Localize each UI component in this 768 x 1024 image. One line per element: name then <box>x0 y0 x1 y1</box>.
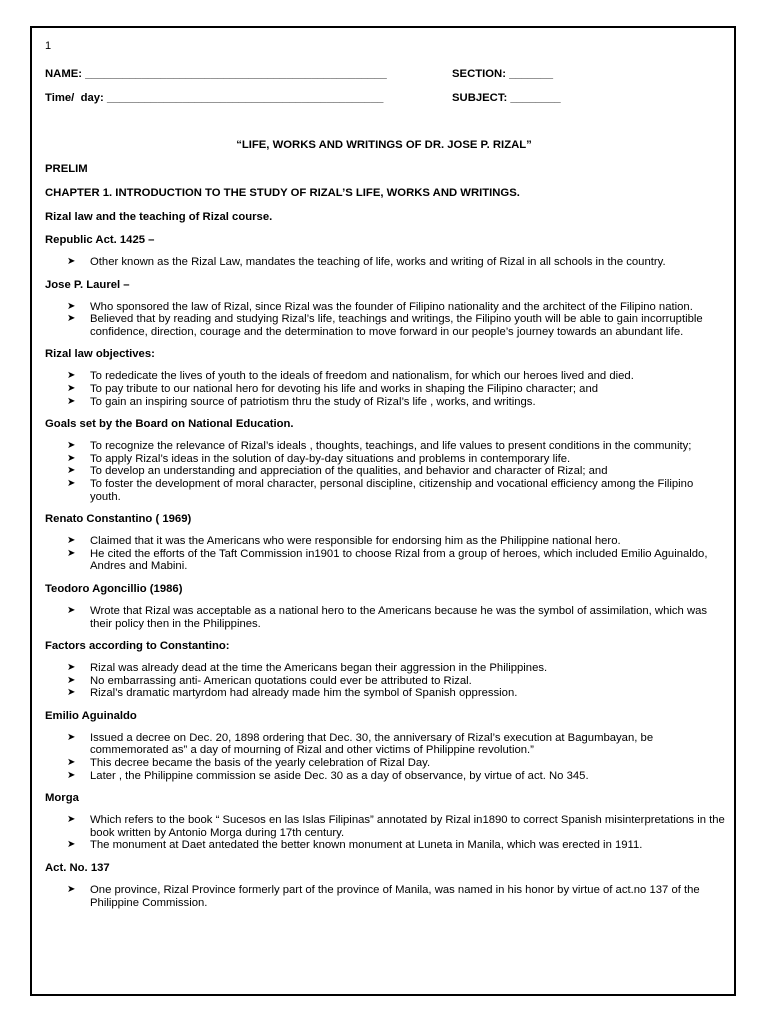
section-heading: Act. No. 137 <box>45 862 110 875</box>
arrow-bullet-icon: ➤ <box>67 440 76 452</box>
section-block <box>45 512 725 573</box>
document-title: “LIFE, WORKS AND WRITINGS OF DR. JOSE P. RIZAL” <box>236 139 532 151</box>
list-item-text: One province, Rizal Province formerly part of the province of Manila, was named in his honor by virtue of act.no 137 of the Philippine Commission. <box>90 884 700 909</box>
arrow-bullet-icon: ➤ <box>67 465 76 477</box>
arrow-bullet-icon: ➤ <box>67 370 76 382</box>
bullet-list <box>45 814 725 852</box>
list-item <box>45 453 725 466</box>
arrow-bullet-icon: ➤ <box>67 256 76 267</box>
list-item <box>45 687 725 700</box>
time-day-field-label: Time/ day: ____________________________________________ <box>45 92 384 104</box>
bullet-list <box>45 440 725 503</box>
list-item-text: No embarrassing anti- American quotations could ever be attributed to Rizal. <box>90 674 472 687</box>
list-item <box>45 770 725 783</box>
section-block <box>45 709 725 782</box>
document-body <box>45 162 725 918</box>
list-item-text: To rededicate the lives of youth to the ideals of freedom and nationalism, for which our heroes lived and died. <box>90 370 634 383</box>
list-item-text: The monument at Daet antedated the better known monument at Luneta in Manila, which was erected in 1911. <box>90 839 643 852</box>
section-block <box>45 639 725 700</box>
section-heading: Morga <box>45 792 79 805</box>
bullet-list <box>45 732 725 782</box>
list-item-text: To develop an understanding and appreciation of the qualities, and behavior and character of Rizal; and <box>90 465 608 478</box>
list-item <box>45 605 725 630</box>
arrow-bullet-icon: ➤ <box>67 687 76 699</box>
list-item <box>45 814 725 839</box>
section-block <box>45 278 725 339</box>
prelim-heading: PRELIM <box>45 163 88 175</box>
bullet-list <box>45 884 725 909</box>
arrow-bullet-icon: ➤ <box>67 757 76 769</box>
page-number: 1 <box>45 40 52 52</box>
list-item-text: He cited the efforts of the Taft Commission in1901 to choose Rizal from a group of heroes, which included Emilio Aguinaldo, Andres and Mabini. <box>90 547 708 573</box>
arrow-bullet-icon: ➤ <box>67 839 76 851</box>
list-item <box>45 662 725 675</box>
section-heading: Jose P. Laurel – <box>45 278 130 291</box>
arrow-bullet-icon: ➤ <box>67 382 76 394</box>
arrow-bullet-icon: ➤ <box>67 547 76 559</box>
section-block <box>45 582 725 630</box>
section-heading: Factors according to Constantino: <box>45 640 230 653</box>
section-heading: Goals set by the Board on National Education. <box>45 418 294 431</box>
list-item <box>45 383 725 396</box>
list-item-text: Believed that by reading and studying Rizal’s life, teachings and writings, the Filipino youth will be able to gain incorruptible confidence, direction, courage and the determination to move forward in our people’s journey towards an abundant life. <box>90 313 703 338</box>
list-item-text: Who sponsored the law of Rizal, since Rizal was the founder of Filipino nationality and the architect of the Filipino nation. <box>90 300 693 313</box>
arrow-bullet-icon: ➤ <box>67 884 76 896</box>
section-heading: Renato Constantino ( 1969) <box>45 513 192 526</box>
intro-heading: Rizal law and the teaching of Rizal course. <box>45 211 273 223</box>
list-item <box>45 301 725 314</box>
section-block <box>45 791 725 852</box>
list-item-text: Rizal’s dramatic martyrdom had already made him the symbol of Spanish oppression. <box>90 687 518 700</box>
list-item-text: Rizal was already dead at the time the Americans began their aggression in the Philippines. <box>90 662 548 675</box>
list-item <box>45 884 725 909</box>
list-item <box>45 548 725 573</box>
arrow-bullet-icon: ➤ <box>67 300 76 312</box>
list-item-text: To gain an inspiring source of patriotism thru the study of Rizal’s life , works, and writings. <box>90 395 536 408</box>
bullet-list <box>45 535 725 573</box>
list-item-text: To apply Rizal’s ideas in the solution of day-by-day situations and problems in contemporary life. <box>90 452 571 465</box>
list-item-text: Wrote that Rizal was acceptable as a national hero to the Americans because he was the symbol of assimilation, which was their policy then in the Philippines. <box>90 604 708 630</box>
arrow-bullet-icon: ➤ <box>67 731 76 743</box>
chapter-heading: CHAPTER 1. INTRODUCTION TO THE STUDY OF RIZAL’S LIFE, WORKS AND WRITINGS. <box>45 187 520 199</box>
list-item-text: To foster the development of moral character, personal discipline, citizenship and vocational efficiency among the Filipino youth. <box>90 477 694 503</box>
bullet-list <box>45 605 725 630</box>
section-field-label: SECTION: _______ <box>452 68 554 80</box>
arrow-bullet-icon: ➤ <box>67 674 76 686</box>
list-item-text: Claimed that it was the Americans who were responsible for endorsing him as the Philippine national hero. <box>90 535 621 548</box>
section-heading: Republic Act. 1425 – <box>45 234 155 246</box>
arrow-bullet-icon: ➤ <box>67 535 76 547</box>
list-item-text: This decree became the basis of the yearly celebration of Rizal Day. <box>90 757 431 770</box>
bullet-list <box>45 370 725 408</box>
list-item <box>45 732 725 757</box>
name-field-label: NAME: ________________________________________________ <box>45 68 387 80</box>
sections-container <box>45 233 725 909</box>
section-block <box>45 417 725 503</box>
section-heading: Emilio Aguinaldo <box>45 709 137 722</box>
list-item-text: Other known as the Rizal Law, mandates the teaching of life, works and writing of Rizal in all schools in the country. <box>90 256 666 268</box>
section-block <box>45 861 725 909</box>
bullet-list <box>45 662 725 700</box>
arrow-bullet-icon: ➤ <box>67 662 76 674</box>
list-item <box>45 313 725 338</box>
list-item <box>45 256 725 269</box>
arrow-bullet-icon: ➤ <box>67 313 76 325</box>
list-item <box>45 839 725 852</box>
list-item <box>45 396 725 409</box>
list-item <box>45 675 725 688</box>
arrow-bullet-icon: ➤ <box>67 452 76 464</box>
list-item-text: To recognize the relevance of Rizal’s ideals , thoughts, teachings, and life values to present conditions in the community; <box>90 440 692 453</box>
arrow-bullet-icon: ➤ <box>67 477 76 489</box>
list-item <box>45 757 725 770</box>
section-block <box>45 233 725 269</box>
list-item-text: Later , the Philippine commission se aside Dec. 30 as a day of observance, by virtue of act. No 345. <box>90 769 589 782</box>
section-block <box>45 347 725 408</box>
section-heading: Rizal law objectives: <box>45 348 155 361</box>
arrow-bullet-icon: ➤ <box>67 604 76 616</box>
list-item-text: Which refers to the book “ Sucesos en las Islas Filipinas” annotated by Rizal in1890 to correct Spanish misinterpretations in the book written by Antonio Morga during 17th century. <box>90 814 725 839</box>
list-item <box>45 535 725 548</box>
list-item-text: Issued a decree on Dec. 20, 1898 ordering that Dec. 30, the anniversary of Rizal’s execution at Bagumbayan, be commemorated as” a day of mourning of Rizal and other victims of Philippine revolution.” <box>90 731 654 757</box>
list-item <box>45 465 725 478</box>
list-item <box>45 370 725 383</box>
arrow-bullet-icon: ➤ <box>67 769 76 781</box>
bullet-list <box>45 256 725 269</box>
arrow-bullet-icon: ➤ <box>67 814 76 826</box>
bullet-list <box>45 301 725 339</box>
list-item <box>45 478 725 503</box>
subject-field-label: SUBJECT: ________ <box>452 92 561 104</box>
section-heading: Teodoro Agoncillio (1986) <box>45 582 183 595</box>
arrow-bullet-icon: ➤ <box>67 395 76 407</box>
list-item <box>45 440 725 453</box>
list-item-text: To pay tribute to our national hero for devoting his life and works in shaping the Filipino character; and <box>90 382 599 395</box>
